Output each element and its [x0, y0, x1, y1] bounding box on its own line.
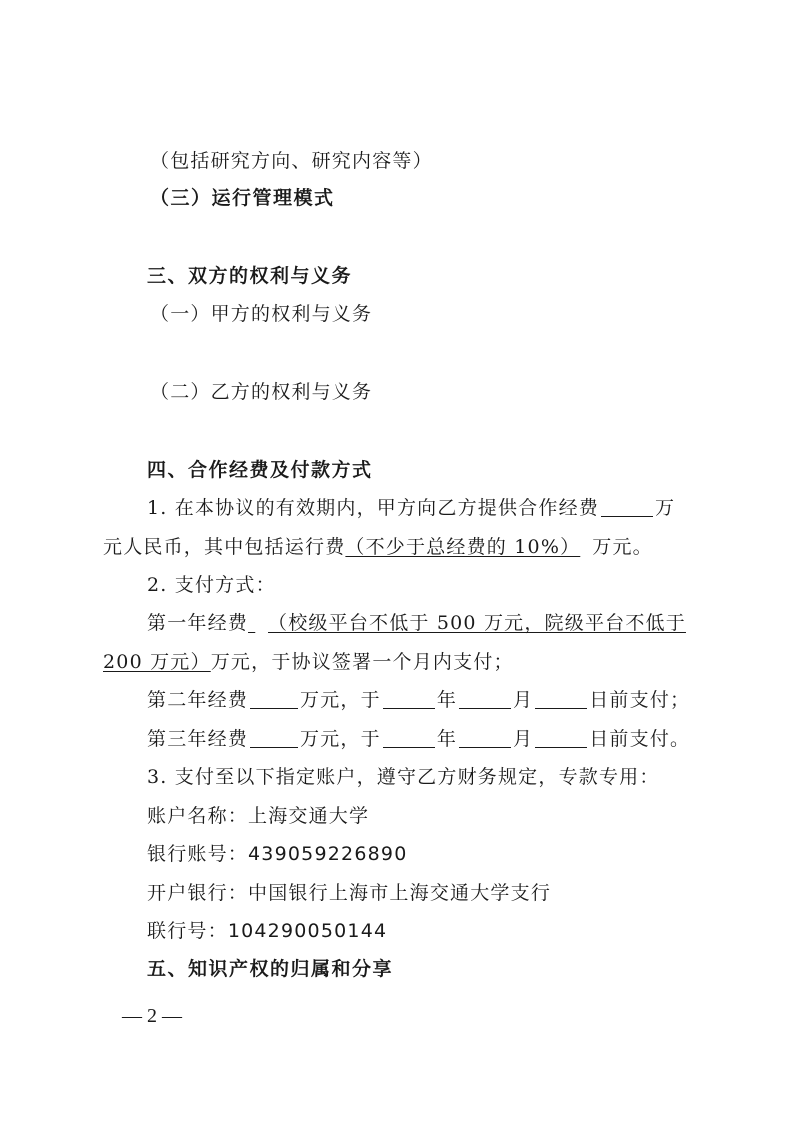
subsection-operation-mode: （三）运行管理模式 — [150, 187, 335, 209]
year-2-text: 万元，于 — [300, 689, 381, 711]
clause-1-unit: 万 — [654, 497, 676, 519]
clause-1-text: 1. 在本协议的有效期内，甲方向乙方提供合作经费 — [147, 497, 599, 519]
research-note: （包括研究方向、研究内容等） — [150, 150, 433, 172]
year-1-fill-2: 200 万元） — [103, 651, 211, 673]
year-2-amount-blank — [250, 690, 298, 709]
year-3-amount-blank — [250, 729, 298, 748]
year-2-year-blank — [383, 690, 435, 709]
clause-1-unit-2: 万元。 — [592, 536, 653, 558]
bank-label: 开户银行： — [147, 882, 249, 904]
account-number-label: 银行账号： — [147, 843, 249, 865]
year-3-month-blank — [459, 729, 511, 748]
section-heading-rights: 三、双方的权利与义务 — [147, 265, 353, 287]
section-heading-ip: 五、知识产权的归属和分享 — [147, 958, 394, 980]
account-name: 账户名称：上海交通大学 — [147, 805, 370, 827]
clause-3: 3. 支付至以下指定账户，遵守乙方财务规定，专款专用： — [147, 766, 660, 788]
year-2-label: 第二年经费 — [147, 689, 249, 711]
link-number-line — [147, 919, 387, 943]
year-3-text: 万元，于 — [300, 728, 381, 750]
year-2-line — [147, 688, 690, 712]
clause-1-text-2: 元人民币，其中包括运行费 — [103, 536, 346, 558]
year-3-year: 年 — [436, 728, 458, 750]
bank-name: 中国银行上海市上海交通大学支行 — [248, 882, 552, 904]
subsection-party-a: （一）甲方的权利与义务 — [150, 303, 373, 325]
year-2-year: 年 — [436, 689, 458, 711]
total-funding-blank — [601, 498, 653, 517]
year-3-day-blank — [535, 729, 587, 748]
year-2-month: 月 — [513, 689, 534, 711]
year-1-line-2 — [103, 650, 514, 674]
year-2-day: 日前支付； — [589, 689, 691, 711]
link-number: 104290050144 — [227, 920, 388, 942]
year-3-day: 日前支付。 — [589, 728, 691, 750]
operating-fee-fill: （不少于总经费的 10%） — [345, 536, 581, 558]
page-number: — 2 — — [122, 1005, 182, 1027]
section-heading-funding: 四、合作经费及付款方式 — [147, 459, 373, 481]
year-1-label: 第一年经费 — [147, 612, 249, 634]
account-number: 439059226890 — [248, 843, 408, 865]
account-number-line — [147, 842, 407, 866]
year-3-label: 第三年经费 — [147, 728, 249, 750]
clause-1-line-1 — [147, 496, 675, 520]
clause-1-line-2 — [103, 535, 653, 559]
year-3-line — [147, 727, 690, 751]
year-2-month-blank — [459, 690, 511, 709]
year-1-line-1 — [147, 611, 686, 635]
link-number-label: 联行号： — [147, 920, 228, 942]
bank-line — [147, 881, 551, 905]
year-1-fill-1: （校级平台不低于 500 万元，院级平台不低于 — [268, 612, 686, 634]
year-1-text: 万元，于协议签署一个月内支付； — [210, 651, 514, 673]
year-3-month: 月 — [513, 728, 534, 750]
year-3-year-blank — [383, 729, 435, 748]
subsection-party-b: （二）乙方的权利与义务 — [150, 381, 373, 403]
year-2-day-blank — [535, 690, 587, 709]
clause-2: 2. 支付方式： — [147, 574, 276, 596]
